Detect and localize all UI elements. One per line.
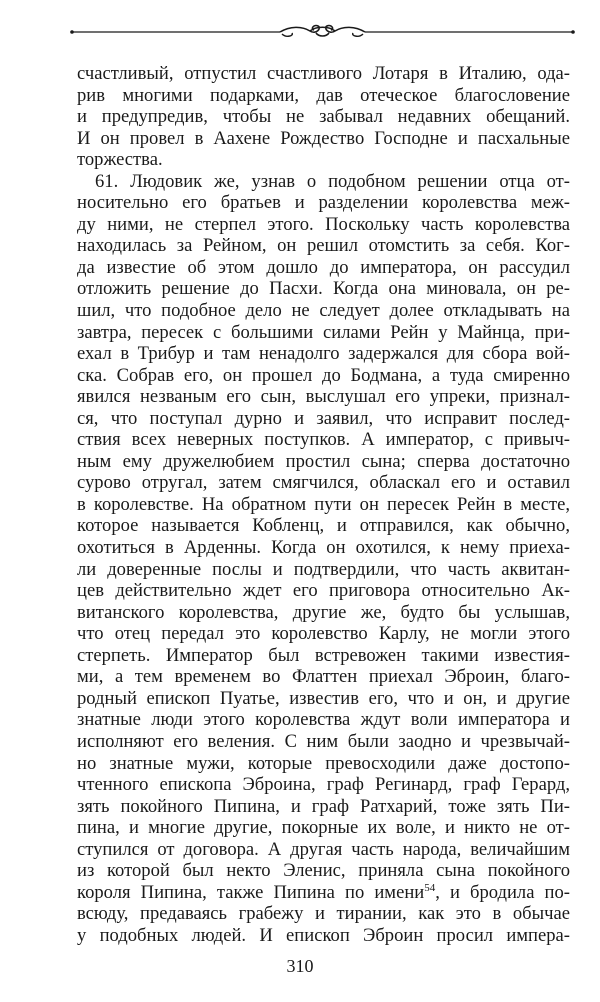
text-line: [77, 494, 570, 516]
text-line: [77, 192, 570, 214]
text-line: [77, 257, 570, 279]
text-line: [77, 753, 570, 775]
text-line-content: завтра, пересек с большими силами Рейн у Майнца, при-: [77, 321, 570, 343]
text-line-content: ехал в Трибур и там ненадолго задержался для сбора вой-: [77, 343, 570, 365]
text-line-content: И он провел в Аахене Рождество Господне и пасхальные: [77, 127, 570, 149]
text-line: [77, 645, 570, 667]
text-line-content: витанского королевства, другие же, будто бы услышав,: [77, 601, 570, 623]
text-line: [77, 408, 570, 430]
text-line-content: цев действительно ждет его приговора относительно Ак-: [77, 580, 570, 602]
text-line-content: ска. Собрав его, он прошел до Бодмана, а туда смиренно: [77, 364, 570, 386]
text-line: [77, 322, 570, 344]
text-line-content: стерпеть. Император был встревожен такими известия-: [77, 644, 570, 666]
text-line: [77, 602, 570, 624]
text-line: [77, 128, 570, 150]
text-line-content: у подобных людей. И епископ Эброин просил импера-: [77, 924, 570, 946]
text-line: [77, 235, 570, 257]
text-line: [77, 171, 570, 193]
text-line-content: которое называется Кобленц, и отправился, как обычно,: [77, 515, 570, 537]
text-line: [77, 343, 570, 365]
text-line: [77, 688, 570, 710]
text-line-content: зять покойного Пипина, и граф Ратхарий, тоже зять Пи-: [77, 795, 570, 817]
text-line: [77, 278, 570, 300]
text-line: [77, 882, 570, 904]
text-line-content: ду ними, не стерпел этого. Поскольку часть королевства: [77, 213, 570, 235]
text-line: [77, 429, 570, 451]
text-line: [77, 860, 570, 882]
text-line: [77, 106, 570, 128]
text-line: [77, 537, 570, 559]
text-line: [77, 903, 570, 925]
text-line-content: ся, что поступал дурно и заявил, что исправит послед-: [77, 407, 570, 429]
text-line-content: ступился от договора. А другая часть народа, величайшим: [77, 838, 570, 860]
text-line: [77, 623, 570, 645]
text-line-content: всюду, предаваясь грабежу и тирании, как это в обычае: [77, 903, 570, 925]
text-line-content: ми, а тем временем во Флаттен приехал Эброин, благо-: [77, 666, 570, 688]
text-line-content: шил, что подобное дело не следует долее откладывать на: [77, 300, 570, 322]
text-line: [77, 85, 570, 107]
text-line-content: находилась за Рейном, он решил отомстить за себя. Ког-: [77, 235, 570, 257]
text-line: [77, 559, 570, 581]
text-line-content: но знатные мужи, которые превосходили даже достопо-: [77, 752, 570, 774]
text-line-content: сурово отругал, затем смягчился, обласкал его и оставил: [77, 472, 570, 494]
text-line-content: торжества.: [77, 149, 163, 171]
text-line: [77, 817, 570, 839]
text-line-content: 61. Людовик же, узнав о подобном решении отца от-: [95, 170, 570, 192]
header-ornament: [70, 22, 575, 42]
text-line: [77, 839, 570, 861]
text-line: [77, 515, 570, 537]
body-text: [77, 63, 570, 946]
text-line-content: родный епископ Пуатье, известив его, что и он, и другие: [77, 687, 570, 709]
text-line-content: да известие об этом дошло до императора, он рассудил: [77, 256, 570, 278]
text-line: [77, 925, 570, 947]
text-line: [77, 451, 570, 473]
text-line: [77, 774, 570, 796]
text-line: [77, 149, 570, 171]
text-line-content: ли доверенные послы и подтвердили, что часть аквитан-: [77, 558, 570, 580]
text-line-content: чтенного епископа Эброина, граф Регинард, граф Герард,: [77, 774, 570, 796]
text-line: [77, 214, 570, 236]
text-line: [77, 666, 570, 688]
text-line-content: пина, и многие другие, покорные их воле, и никто не от-: [77, 817, 570, 839]
text-line-content: и предупредив, чтобы не забывал недавних обещаний.: [77, 106, 570, 128]
text-line-content: что отец передал это королевство Карлу, не могли этого: [77, 623, 570, 645]
text-line: [77, 731, 570, 753]
text-line-content: в королевстве. На обратном пути он пересек Рейн в месте,: [77, 493, 570, 515]
text-line-content: короля Пипина, также Пипина по имени: [77, 881, 425, 903]
page-number: 310: [286, 956, 314, 976]
text-line-content: рив многими подарками, дав отеческое благословение: [77, 84, 570, 106]
text-line-content: ным ему дружелюбием простил сына; сперва достаточно: [77, 450, 570, 472]
text-line: [77, 386, 570, 408]
text-line: [77, 709, 570, 731]
text-line: [77, 365, 570, 387]
text-line-content: ствия всех неверных поступков. А император, с привыч-: [77, 429, 570, 451]
text-line-content: из которой был некто Эленис, приняла сына покойного: [77, 860, 570, 882]
text-line-content: носительно его братьев и разделении королевства меж-: [77, 192, 570, 214]
text-line: [77, 63, 570, 85]
text-line-content: охотиться в Арденны. Когда он охотился, к нему приеха-: [77, 537, 570, 559]
text-line: [77, 796, 570, 818]
text-line-content: знатные люди этого королевства ждут воли императора и: [77, 709, 570, 731]
text-line-content: счастливый, отпустил счастливого Лотаря в Италию, ода-: [77, 63, 570, 84]
text-line: [77, 580, 570, 602]
text-line: [77, 472, 570, 494]
text-line: [77, 300, 570, 322]
footnote-reference[interactable]: 54: [424, 881, 436, 894]
text-line-content: отложить решение до Пасхи. Когда она миновала, он ре-: [77, 278, 570, 300]
text-line-tail: , и бродила по-: [435, 881, 570, 903]
text-line-content: явился незваным его сын, выслушал его упреки, признал-: [77, 386, 570, 408]
text-line-content: исполняют его веления. С ним были заодно и чрезвычай-: [77, 730, 570, 752]
